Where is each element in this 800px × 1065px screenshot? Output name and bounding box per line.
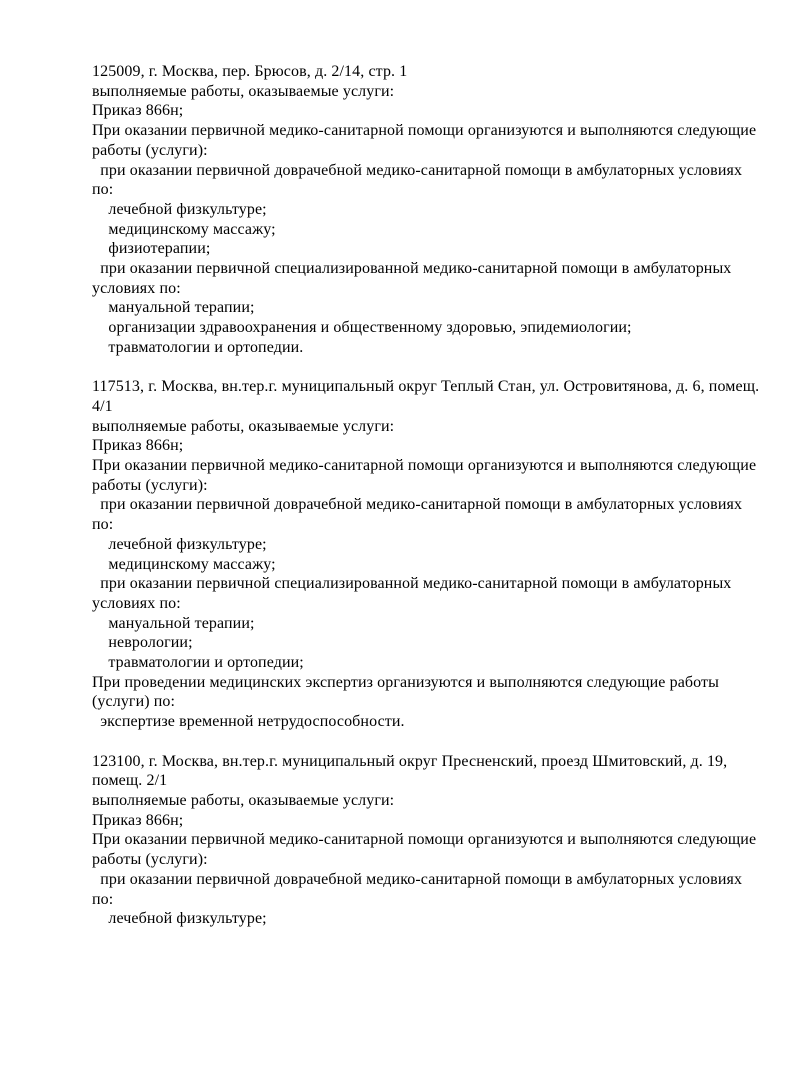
text-line: травматологии и ортопедии; bbox=[92, 654, 304, 672]
text-line: Приказ 866н; bbox=[92, 811, 184, 829]
license-section-123100 bbox=[92, 752, 768, 929]
text-line: При оказании первичной медико-санитарной помощи организуются и выполняются следующие bbox=[92, 831, 757, 849]
address-line: 123100, г. Москва, вн.тер.г. муниципальный округ Пресненский, проезд Шмитовский, д. 19, bbox=[92, 752, 728, 770]
text-line: 4/1 bbox=[92, 397, 113, 415]
text-line: выполняемые работы, оказываемые услуги: bbox=[92, 417, 395, 435]
text-line: организации здравоохранения и общественному здоровью, эпидемиологии; bbox=[92, 319, 632, 337]
text-line: травматологии и ортопедии. bbox=[92, 338, 304, 356]
text-line: лечебной физкультуре; bbox=[92, 200, 267, 218]
license-section-117513 bbox=[92, 377, 768, 732]
text-line: при оказании первичной специализированной медико-санитарной помощи в амбулаторных bbox=[92, 575, 732, 593]
text-line: выполняемые работы, оказываемые услуги: bbox=[92, 82, 395, 100]
text-line: условиях по: bbox=[92, 594, 181, 612]
text-line: работы (услуги): bbox=[92, 851, 208, 869]
text-line: Приказ 866н; bbox=[92, 102, 184, 120]
text-line: экспертизе временной нетрудоспособности. bbox=[92, 713, 405, 731]
text-line: при оказании первичной доврачебной медико-санитарной помощи в амбулаторных условиях bbox=[92, 161, 743, 179]
text-line: лечебной физкультуре; bbox=[92, 535, 267, 553]
text-line: работы (услуги): bbox=[92, 476, 208, 494]
text-line: физиотерапии; bbox=[92, 240, 211, 258]
text-line: медицинскому массажу; bbox=[92, 220, 276, 238]
address-line: 117513, г. Москва, вн.тер.г. муниципальный округ Теплый Стан, ул. Островитянова, д. 6, помещ. bbox=[92, 378, 760, 396]
text-line: лечебной физкультуре; bbox=[92, 910, 267, 928]
text-line: при оказании первичной специализированной медико-санитарной помощи в амбулаторных bbox=[92, 260, 732, 278]
text-line: по: bbox=[92, 516, 114, 534]
text-line: (услуги) по: bbox=[92, 693, 176, 711]
text-line: помещ. 2/1 bbox=[92, 772, 168, 790]
address-line: 125009, г. Москва, пер. Брюсов, д. 2/14, стр. 1 bbox=[92, 63, 408, 80]
text-line: работы (услуги): bbox=[92, 141, 208, 159]
text-line: выполняемые работы, оказываемые услуги: bbox=[92, 791, 395, 809]
text-line: неврологии; bbox=[92, 634, 193, 652]
text-line: при оказании первичной доврачебной медико-санитарной помощи в амбулаторных условиях bbox=[92, 496, 743, 514]
text-line: Приказ 866н; bbox=[92, 437, 184, 455]
text-line: мануальной терапии; bbox=[92, 614, 255, 632]
text-line: по: bbox=[92, 890, 114, 908]
text-line: медицинскому массажу; bbox=[92, 555, 276, 573]
text-line: при оказании первичной доврачебной медико-санитарной помощи в амбулаторных условиях bbox=[92, 870, 743, 888]
text-line: условиях по: bbox=[92, 279, 181, 297]
text-line: мануальной терапии; bbox=[92, 299, 255, 317]
text-line: При оказании первичной медико-санитарной помощи организуются и выполняются следующие bbox=[92, 457, 757, 475]
document-page bbox=[92, 62, 768, 949]
text-line: При оказании первичной медико-санитарной помощи организуются и выполняются следующие bbox=[92, 122, 757, 140]
text-line: При проведении медицинских экспертиз организуются и выполняются следующие работы bbox=[92, 673, 719, 691]
license-section-125009 bbox=[92, 62, 768, 358]
text-line: по: bbox=[92, 181, 114, 199]
